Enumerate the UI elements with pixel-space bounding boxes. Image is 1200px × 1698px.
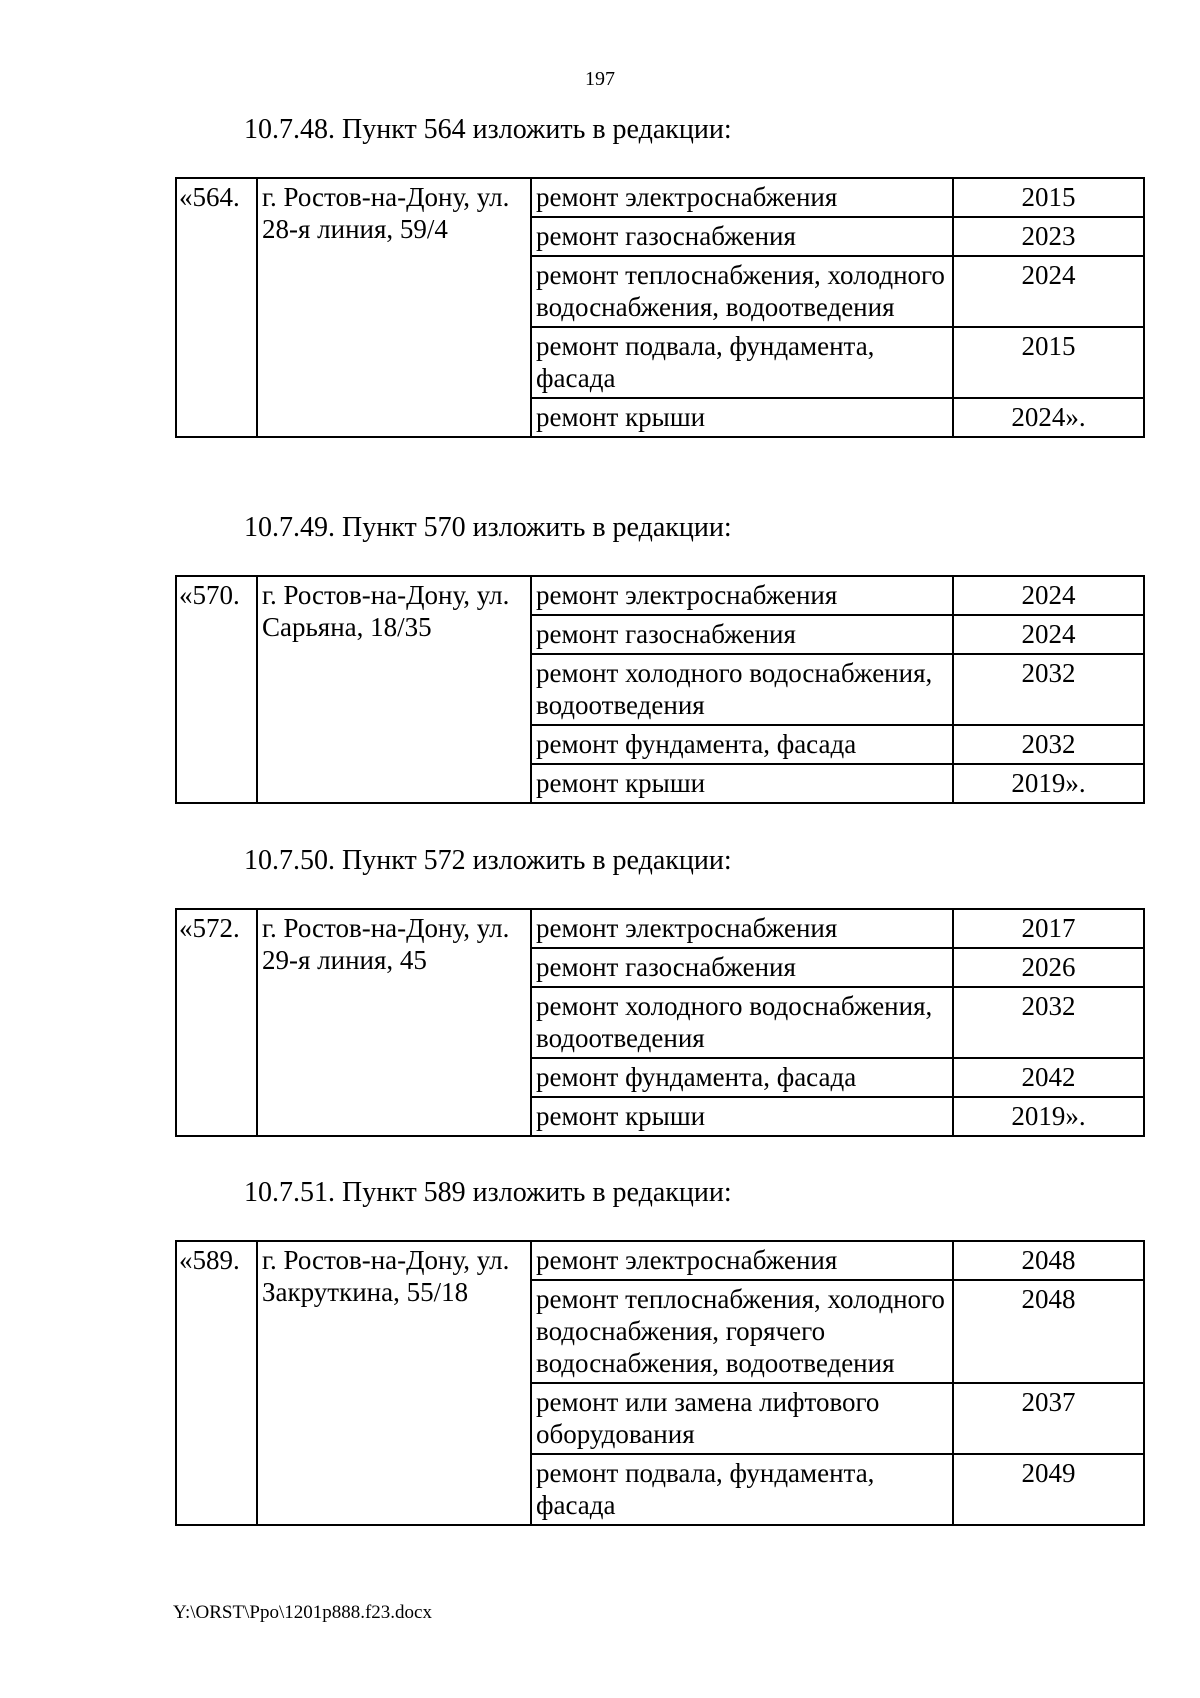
year-cell: 2017 (953, 909, 1144, 948)
address-cell: г. Ростов-на-Дону, ул. Закруткина, 55/18 (257, 1241, 531, 1525)
section-heading: 10.7.50. Пункт 572 изложить в редакции: (244, 845, 732, 876)
year-cell: 2024 (953, 576, 1144, 615)
work-cell: ремонт электроснабжения (531, 576, 953, 615)
table-row (176, 576, 1144, 615)
year-cell: 2024 (953, 256, 1144, 327)
item-number: «570. (176, 576, 257, 803)
amendment-table (175, 575, 1145, 804)
work-cell: ремонт холодного водоснабжения, водоотведения (531, 654, 953, 725)
work-cell: ремонт подвала, фундамента, фасада (531, 1454, 953, 1525)
year-cell: 2037 (953, 1383, 1144, 1454)
year-cell: 2048 (953, 1241, 1144, 1280)
work-cell: ремонт теплоснабжения, холодного водоснабжения, водоотведения (531, 256, 953, 327)
document-file-path: Y:\ORST\Ppo\1201p888.f23.docx (173, 1602, 432, 1623)
year-cell: 2032 (953, 987, 1144, 1058)
work-cell: ремонт крыши (531, 398, 953, 437)
address-cell: г. Ростов-на-Дону, ул. Сарьяна, 18/35 (257, 576, 531, 803)
work-cell: ремонт теплоснабжения, холодного водоснабжения, горячего водоснабжения, водоотведения (531, 1280, 953, 1383)
year-cell: 2032 (953, 654, 1144, 725)
year-cell: 2024». (953, 398, 1144, 437)
address-cell: г. Ростов-на-Дону, ул. 29-я линия, 45 (257, 909, 531, 1136)
item-number: «564. (176, 178, 257, 437)
work-cell: ремонт газоснабжения (531, 615, 953, 654)
year-cell: 2019». (953, 1097, 1144, 1136)
item-number: «572. (176, 909, 257, 1136)
work-cell: ремонт холодного водоснабжения, водоотведения (531, 987, 953, 1058)
amendment-table (175, 1240, 1145, 1526)
work-cell: ремонт электроснабжения (531, 178, 953, 217)
work-cell: ремонт фундамента, фасада (531, 1058, 953, 1097)
work-cell: ремонт крыши (531, 764, 953, 803)
section-heading: 10.7.49. Пункт 570 изложить в редакции: (244, 512, 732, 543)
item-number: «589. (176, 1241, 257, 1525)
work-cell: ремонт или замена лифтового оборудования (531, 1383, 953, 1454)
year-cell: 2049 (953, 1454, 1144, 1525)
year-cell: 2026 (953, 948, 1144, 987)
year-cell: 2048 (953, 1280, 1144, 1383)
year-cell: 2023 (953, 217, 1144, 256)
page-number: 197 (585, 68, 615, 90)
section-heading: 10.7.51. Пункт 589 изложить в редакции: (244, 1177, 732, 1208)
work-cell: ремонт электроснабжения (531, 1241, 953, 1280)
year-cell: 2042 (953, 1058, 1144, 1097)
table-row (176, 178, 1144, 217)
table-row (176, 1241, 1144, 1280)
work-cell: ремонт газоснабжения (531, 217, 953, 256)
year-cell: 2024 (953, 615, 1144, 654)
amendment-table (175, 177, 1145, 438)
work-cell: ремонт фундамента, фасада (531, 725, 953, 764)
year-cell: 2015 (953, 327, 1144, 398)
work-cell: ремонт электроснабжения (531, 909, 953, 948)
section-heading: 10.7.48. Пункт 564 изложить в редакции: (244, 114, 732, 145)
year-cell: 2019». (953, 764, 1144, 803)
work-cell: ремонт подвала, фундамента, фасада (531, 327, 953, 398)
address-cell: г. Ростов-на-Дону, ул. 28-я линия, 59/4 (257, 178, 531, 437)
year-cell: 2015 (953, 178, 1144, 217)
year-cell: 2032 (953, 725, 1144, 764)
work-cell: ремонт крыши (531, 1097, 953, 1136)
work-cell: ремонт газоснабжения (531, 948, 953, 987)
table-row (176, 909, 1144, 948)
amendment-table (175, 908, 1145, 1137)
